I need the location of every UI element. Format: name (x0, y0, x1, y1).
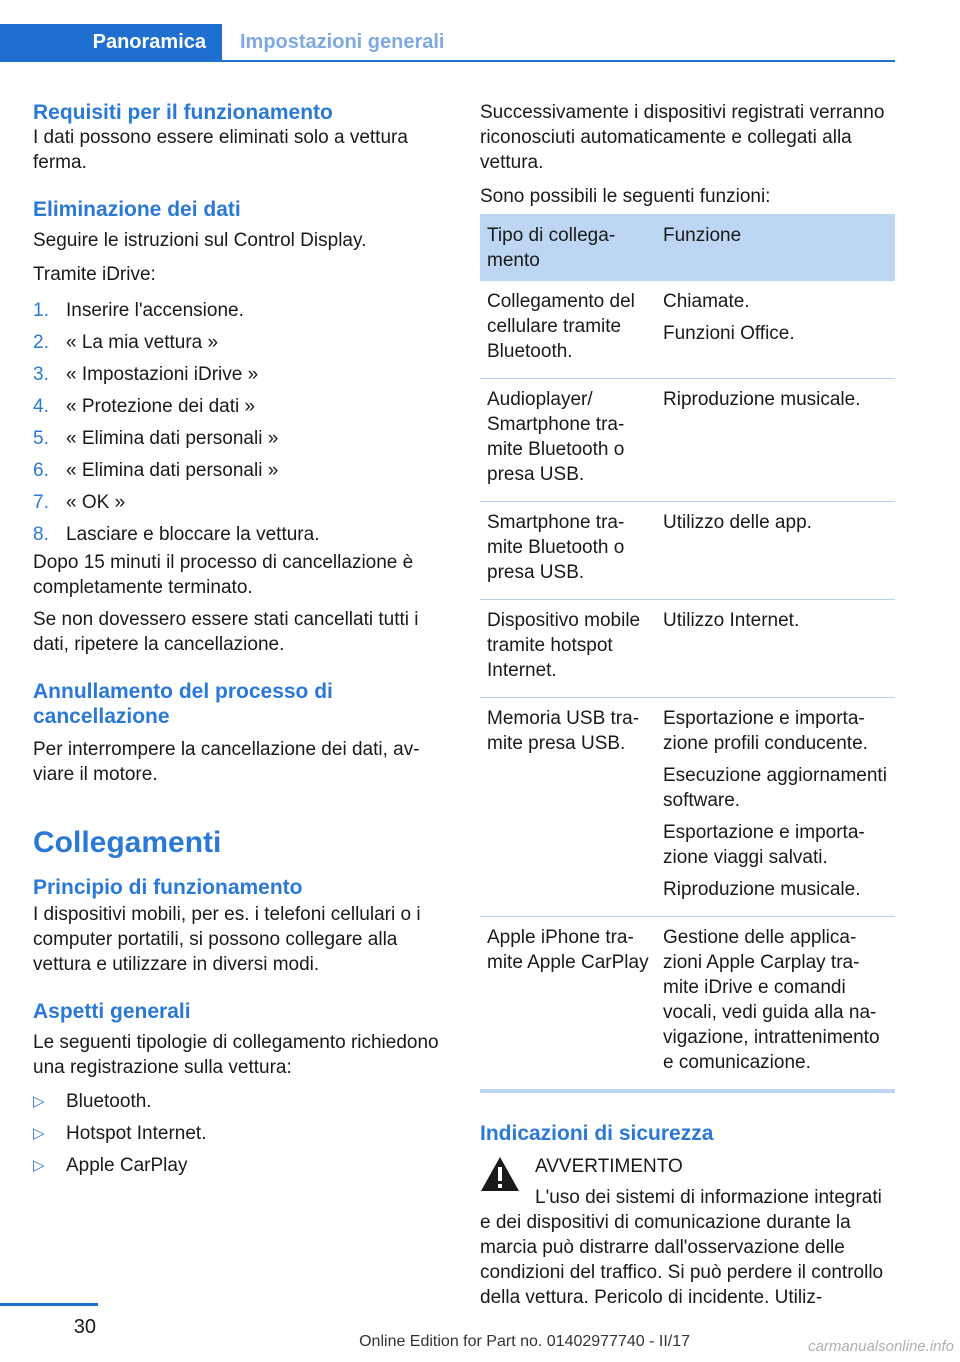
function-item: Gestione delle applicazioni Apple Carplay tramite iDrive e comandi vocali, vedi guida alla navigazione, intrattenimento e comunicazione. (663, 927, 880, 1073)
triangle-bullet-icon: ▷ (33, 1157, 45, 1174)
tab-impostazioni-generali[interactable]: Impostazioni generali (240, 31, 445, 53)
function-item: Esportazione e importazione profili conducente. (663, 708, 868, 754)
header-tabs (0, 24, 895, 62)
paragraph: Se non dovessero essere stati cancellati tutti i dati, ripetere la cancellazione. (33, 609, 419, 655)
paragraph: Le seguenti tipologie di collegamento richiedono una registrazione sulla vettura: (33, 1032, 439, 1078)
right-column (480, 100, 895, 1310)
cell-type: Collegamento del cellulare tramite Bluetooth. (480, 281, 656, 379)
paragraph: Successivamente i dispositivi registrati verranno riconosciuti automaticamente e collegati alla vettura. (480, 102, 885, 173)
function-item: Riproduzione musicale. (663, 389, 861, 410)
column-header-function: Funzione (656, 214, 895, 281)
cell-function (656, 502, 895, 600)
list-item (33, 522, 441, 547)
cell-function (656, 379, 895, 502)
tab-panoramica[interactable]: Panoramica (0, 24, 222, 60)
step-number: 5. (33, 428, 49, 449)
section-title-principio: Principio di funzionamento (33, 876, 303, 899)
cell-function (656, 281, 895, 379)
section-title-sicurezza: Indicazioni di sicurezza (480, 1122, 714, 1145)
function-item: Esecuzione aggiornamenti software. (663, 765, 887, 811)
table-row (480, 698, 895, 917)
list-item (33, 1089, 441, 1114)
function-item: Esportazione e importazione viaggi salvati. (663, 822, 865, 868)
step-number: 1. (33, 300, 49, 321)
bullet-text: Apple CarPlay (66, 1155, 188, 1176)
step-text: Inserire l'accensione. (66, 300, 244, 321)
watermark: carmanualsonline.info (808, 1338, 954, 1355)
table-row (480, 281, 895, 379)
functions-table (480, 214, 895, 1093)
paragraph: Per interrompere la cancellazione dei dati, avviare il motore. (33, 739, 420, 785)
warning-text: L'uso dei sistemi di informazione integrati e dei dispositivi di comunicazione durante la marcia può distrarre dall'osservazione delle condizioni del traffico. Si può perdere il controllo della vettura. Pericolo di incidente. Utiliz- (480, 1187, 884, 1308)
bullet-text: Hotspot Internet. (66, 1123, 207, 1144)
step-number: 8. (33, 524, 49, 545)
paragraph: Dopo 15 minuti il processo di cancellazione è completamente terminato. (33, 552, 414, 598)
function-item: Utilizzo Internet. (663, 610, 800, 631)
cell-type: Smartphone tramite Bluetooth o presa USB. (480, 502, 656, 600)
paragraph: I dispositivi mobili, per es. i telefoni cellulari o i computer portatili, si possono collegare alla vettura e utilizzare in diversi modi. (33, 904, 421, 975)
steps-list (33, 298, 441, 547)
list-item (33, 330, 441, 355)
step-text: « OK » (66, 492, 126, 513)
edition-text: Online Edition for Part no. 01402977740 - II/17 (359, 1333, 690, 1350)
cell-function (656, 698, 895, 917)
column-header-type: Tipo di collegamento (480, 214, 656, 281)
section-title-requisiti: Requisiti per il funzionamento (33, 101, 333, 124)
step-text: « Elimina dati personali » (66, 428, 279, 449)
paragraph: Seguire le istruzioni sul Control Display. (33, 230, 367, 251)
cell-type: Dispositivo mobile tramite hotspot Internet. (480, 600, 656, 698)
warning-box (480, 1154, 895, 1310)
step-number: 6. (33, 460, 49, 481)
step-number: 3. (33, 364, 49, 385)
step-number: 7. (33, 492, 49, 513)
table-row (480, 502, 895, 600)
cell-function (656, 917, 895, 1092)
list-item (33, 394, 441, 419)
paragraph: I dati possono essere eliminati solo a vettura ferma. (33, 127, 408, 173)
function-item: Riproduzione musicale. (663, 879, 861, 900)
step-text: Lasciare e bloccare la vettura. (66, 524, 320, 545)
cell-type: Apple iPhone tramite Apple CarPlay (480, 917, 656, 1092)
section-title-aspetti: Aspetti generali (33, 1000, 191, 1023)
page-number: 30 (73, 1316, 96, 1338)
triangle-bullet-icon: ▷ (33, 1093, 45, 1110)
list-item (33, 426, 441, 451)
step-text: « La mia vettura » (66, 332, 219, 353)
function-item: Utilizzo delle app. (663, 512, 812, 533)
bullet-text: Bluetooth. (66, 1091, 152, 1112)
table-row (480, 379, 895, 502)
paragraph: Sono possibili le seguenti funzioni: (480, 186, 771, 207)
table-row (480, 600, 895, 698)
cell-type: Memoria USB tramite presa USB. (480, 698, 656, 917)
list-item (33, 1121, 441, 1146)
step-text: « Impostazioni iDrive » (66, 364, 259, 385)
section-title-annullamento: Annullamento del processo di cancellazione (33, 680, 333, 728)
paragraph: Tramite iDrive: (33, 264, 156, 285)
list-item (33, 362, 441, 387)
function-item: Chiamate. (663, 291, 750, 312)
step-number: 2. (33, 332, 49, 353)
table-row (480, 917, 895, 1092)
step-number: 4. (33, 396, 49, 417)
function-item: Funzioni Office. (663, 323, 795, 344)
list-item (33, 490, 441, 515)
list-item (33, 298, 441, 323)
cell-type: Audioplayer/ Smartphone tramite Bluetooth o presa USB. (480, 379, 656, 502)
warning-label: AVVERTIMENTO (535, 1156, 683, 1177)
footer-rule (0, 1303, 98, 1306)
section-title-eliminazione: Eliminazione dei dati (33, 198, 241, 221)
connection-types-list (33, 1089, 441, 1178)
warning-triangle-icon (480, 1156, 520, 1192)
step-text: « Protezione dei dati » (66, 396, 256, 417)
left-column (33, 100, 441, 1185)
table-header-row (480, 214, 895, 281)
list-item (33, 1153, 441, 1178)
cell-function (656, 600, 895, 698)
step-text: « Elimina dati personali » (66, 460, 279, 481)
triangle-bullet-icon: ▷ (33, 1125, 45, 1142)
chapter-title-collegamenti: Collegamenti (33, 826, 222, 859)
list-item (33, 458, 441, 483)
